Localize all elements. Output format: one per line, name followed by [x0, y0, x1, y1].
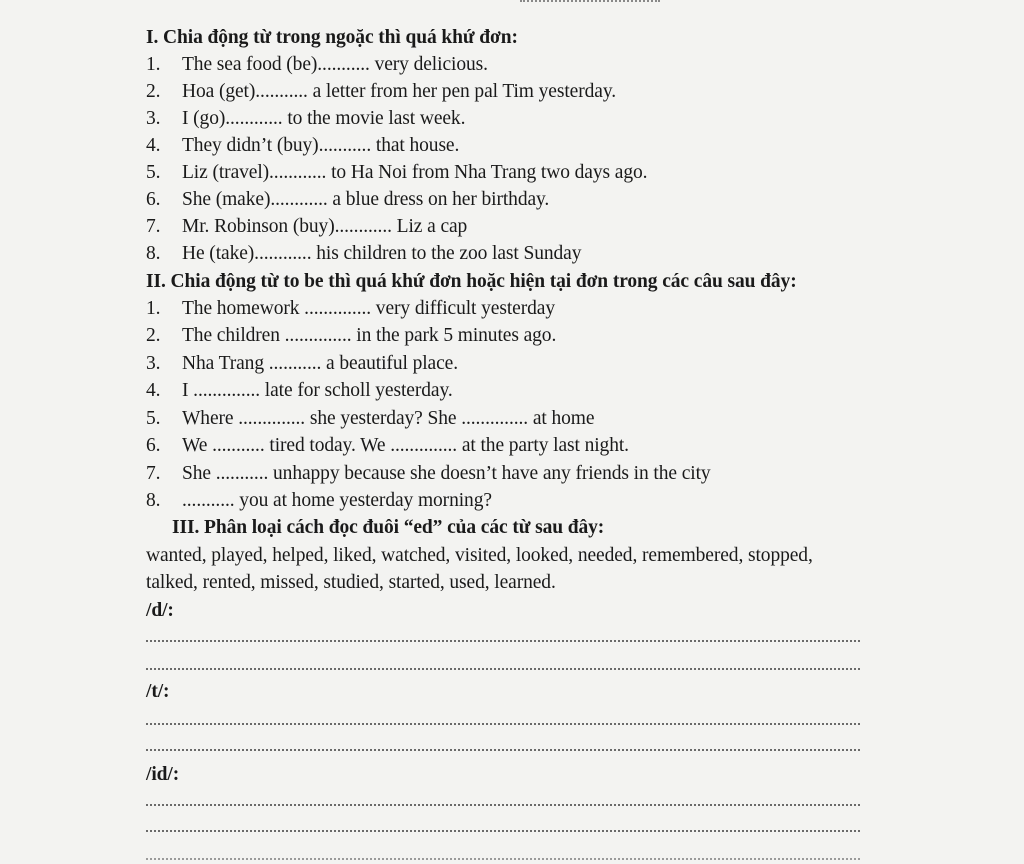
- exercise1-item-7: [146, 214, 467, 240]
- item-number: 4.: [146, 135, 161, 156]
- item-text: We ........... tired today. We .............. at the party last night.: [182, 435, 629, 456]
- item-number: 2.: [146, 325, 161, 346]
- exercise1-item-1: [146, 52, 488, 78]
- item-text: The sea food (be)........... very delicious.: [182, 54, 488, 75]
- item-number: 6.: [146, 189, 161, 210]
- item-text: I .............. late for scholl yesterday.: [182, 380, 453, 401]
- answer-line: [146, 858, 860, 860]
- answer-line: [146, 668, 860, 670]
- item-text: They didn’t (buy)........... that house.: [182, 135, 460, 156]
- top-dotted-fragment: [520, 0, 660, 6]
- section2-heading: II. Chia động từ to be thì quá khứ đơn hoặc hiện tại đơn trong các câu sau đây:: [146, 271, 797, 292]
- item-text: Mr. Robinson (buy)............ Liz a cap: [182, 216, 468, 237]
- exercise2-item-2: [146, 323, 556, 349]
- item-number: 3.: [146, 353, 161, 374]
- exercise2-item-6: [146, 433, 629, 459]
- item-number: 6.: [146, 435, 161, 456]
- item-text: She (make)............ a blue dress on her birthday.: [182, 189, 550, 210]
- exercise2-item-5: [146, 406, 594, 432]
- item-text: Where .............. she yesterday? She .............. at home: [182, 408, 595, 429]
- item-text: Nha Trang ........... a beautiful place.: [182, 353, 458, 374]
- item-number: 4.: [146, 380, 161, 401]
- exercise2-item-3: [146, 351, 458, 377]
- exercise2-item-4: [146, 378, 453, 404]
- exercise1-item-2: [146, 79, 616, 105]
- exercise2-item-7: [146, 461, 711, 487]
- answer-line: [146, 723, 860, 725]
- item-text: The homework .............. very difficult yesterday: [182, 298, 555, 319]
- exercise2-item-1: [146, 296, 555, 322]
- item-number: 1.: [146, 54, 161, 75]
- item-text: Hoa (get)........... a letter from her pen pal Tim yesterday.: [182, 81, 616, 102]
- exercise2-item-8: [146, 488, 492, 514]
- label-t-sound: /t/:: [146, 681, 170, 702]
- item-number: 8.: [146, 243, 161, 264]
- answer-line: [146, 749, 860, 751]
- item-text: She ........... unhappy because she doesn’t have any friends in the city: [182, 463, 711, 484]
- section1-heading: I. Chia động từ trong ngoặc thì quá khứ đơn:: [146, 27, 518, 48]
- answer-line: [146, 640, 860, 642]
- item-text: ........... you at home yesterday morning?: [182, 490, 492, 511]
- item-number: 5.: [146, 408, 161, 429]
- item-text: The children .............. in the park 5 minutes ago.: [182, 325, 557, 346]
- label-d-sound: /d/:: [146, 600, 174, 621]
- exercise1-item-6: [146, 187, 549, 213]
- ed-words-line-1: wanted, played, helped, liked, watched, visited, looked, needed, remembered, stopped,: [146, 545, 813, 566]
- item-number: 5.: [146, 162, 161, 183]
- item-text: Liz (travel)............ to Ha Noi from Nha Trang two days ago.: [182, 162, 648, 183]
- item-number: 7.: [146, 216, 161, 237]
- answer-line: [146, 830, 860, 832]
- answer-line: [146, 804, 860, 806]
- item-number: 8.: [146, 490, 161, 511]
- item-number: 3.: [146, 108, 161, 129]
- ed-words-line-2: talked, rented, missed, studied, started, used, learned.: [146, 572, 556, 593]
- exercise1-item-3: [146, 106, 465, 132]
- exercise1-item-4: [146, 133, 459, 159]
- section3-heading: III. Phân loại cách đọc đuôi “ed” của các từ sau đây:: [172, 517, 605, 538]
- label-id-sound: /id/:: [146, 764, 180, 785]
- item-number: 7.: [146, 463, 161, 484]
- item-number: 2.: [146, 81, 161, 102]
- item-text: I (go)............ to the movie last week.: [182, 108, 466, 129]
- item-text: He (take)............ his children to the zoo last Sunday: [182, 243, 582, 264]
- exercise1-item-5: [146, 160, 647, 186]
- item-number: 1.: [146, 298, 161, 319]
- exercise1-item-8: [146, 241, 581, 267]
